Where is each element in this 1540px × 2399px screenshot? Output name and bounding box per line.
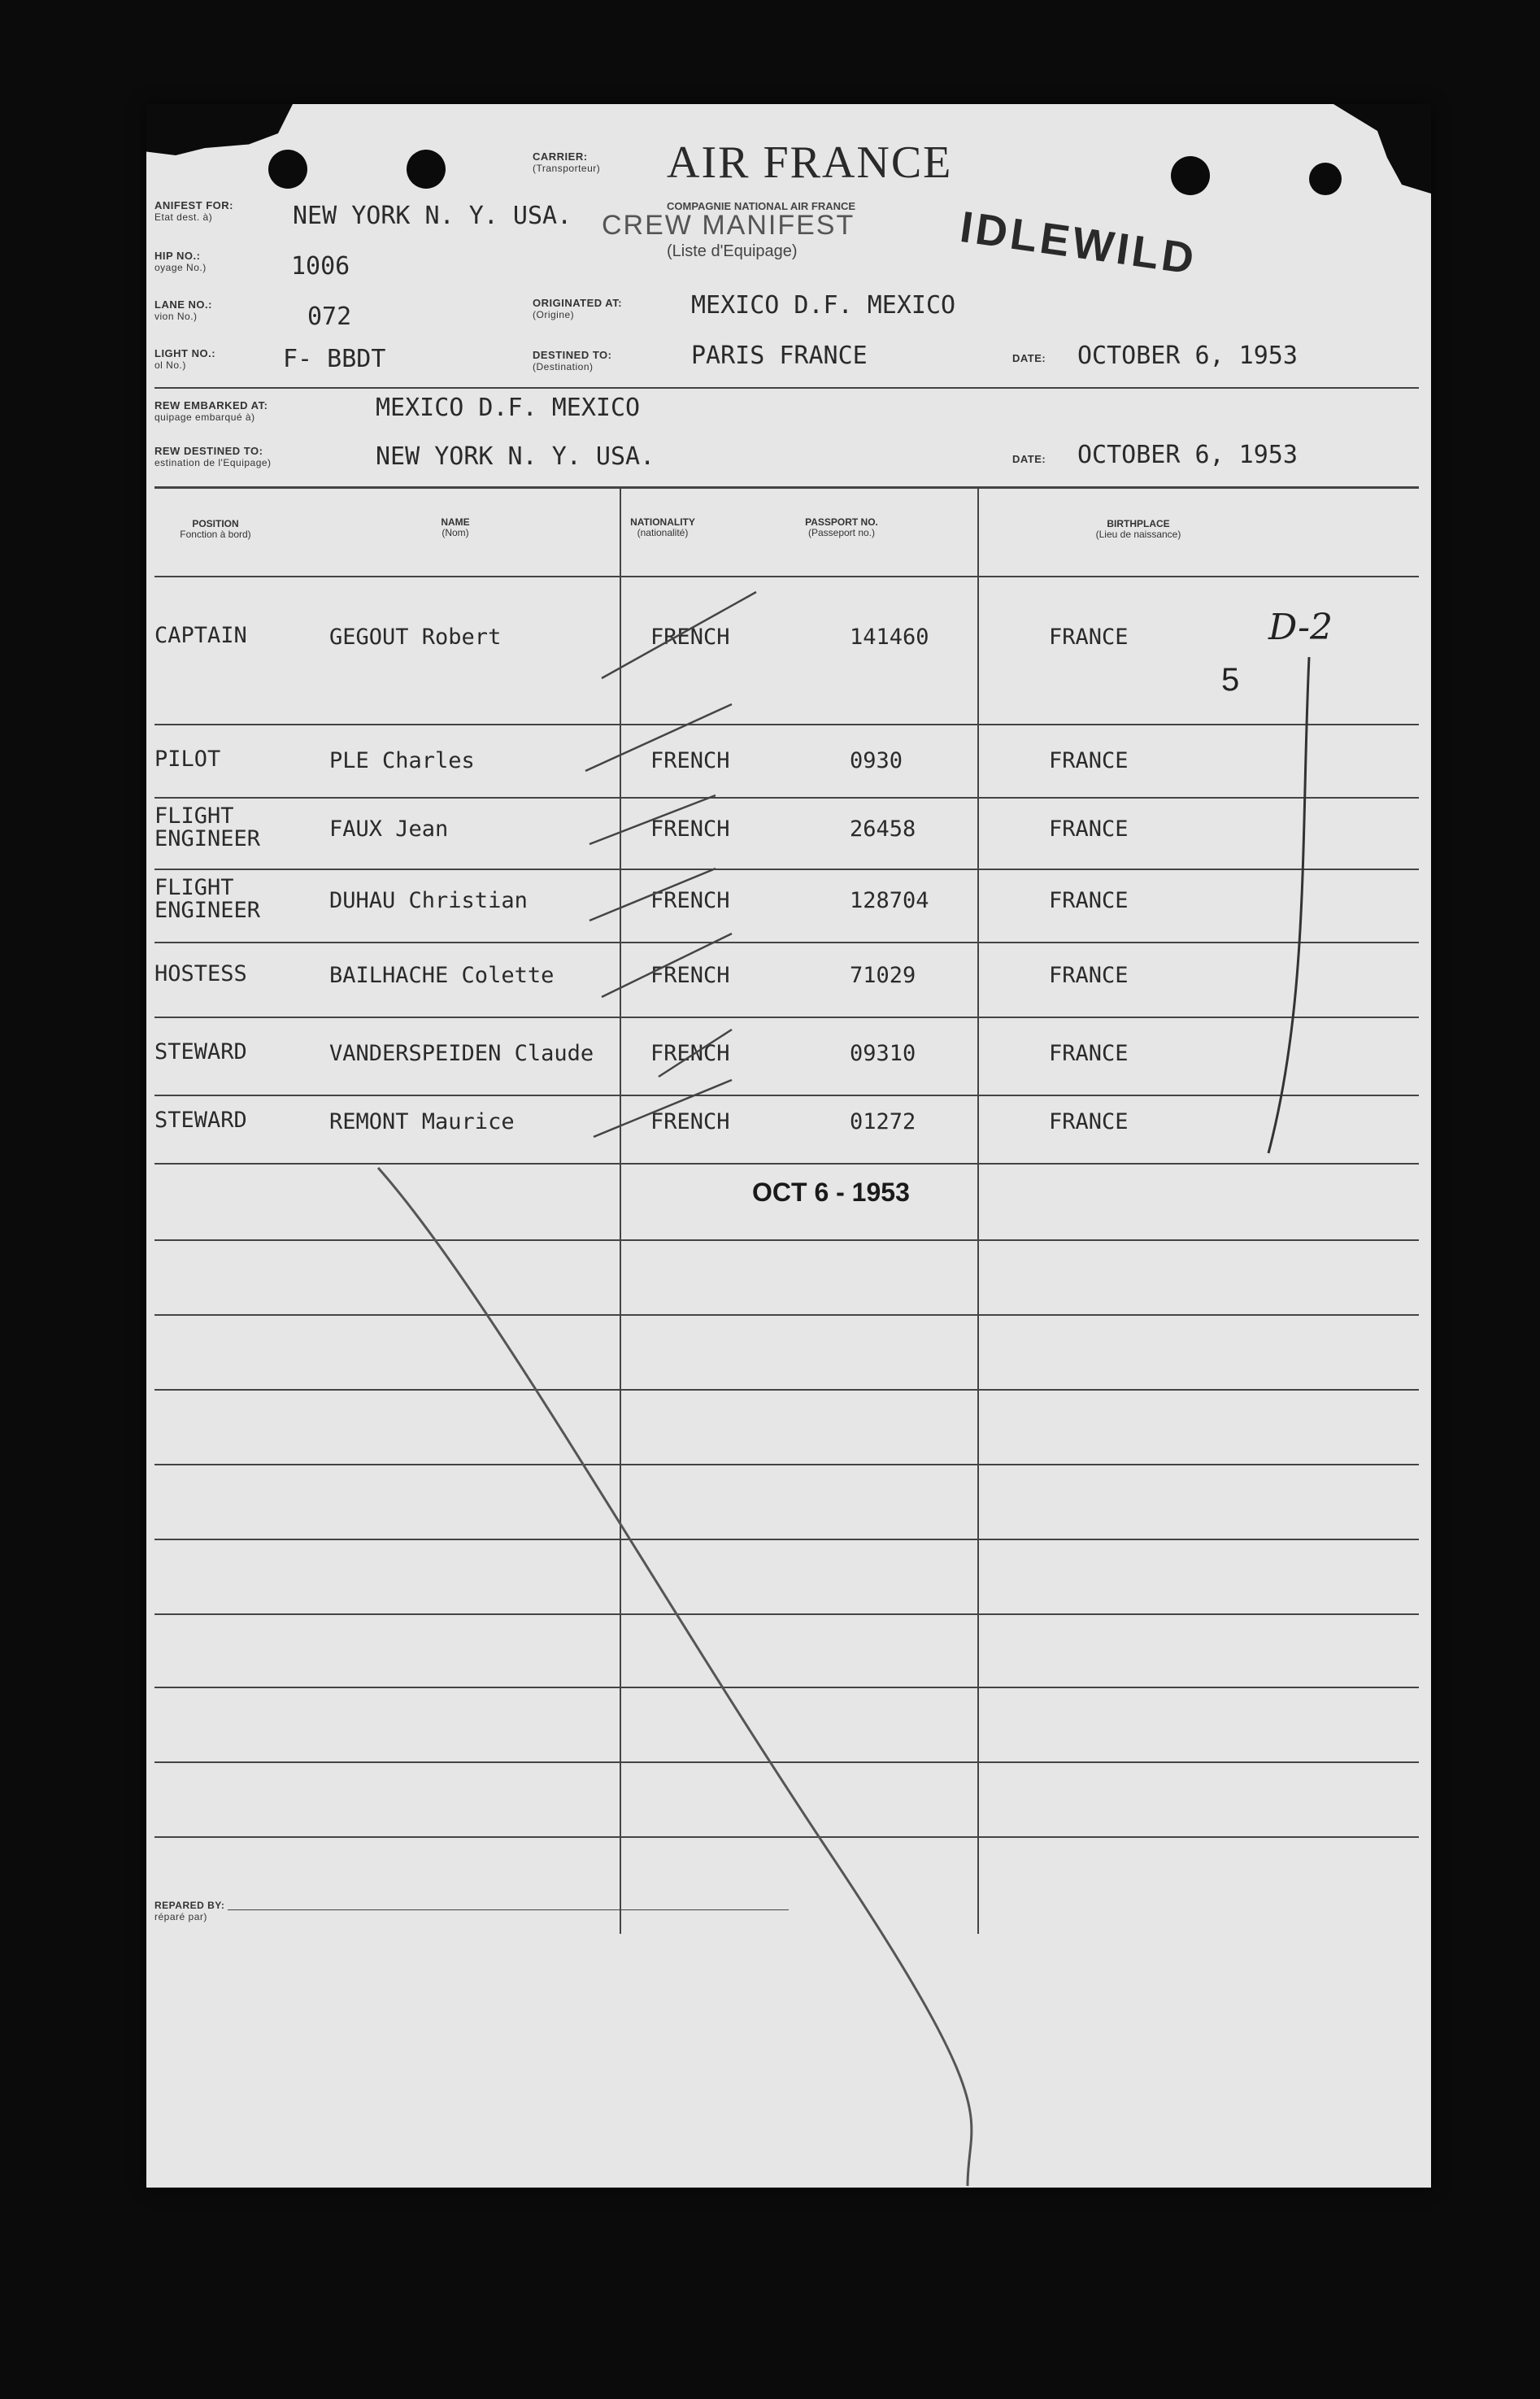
crew-name: FAUX Jean [329,816,449,842]
plane-no-value: 072 [307,303,352,331]
crew-birthplace: FRANCE [1049,1041,1129,1066]
crew-birthplace: FRANCE [1049,1109,1129,1134]
crew-position: PILOT [154,747,221,772]
prepared-by-label: REPARED BY: réparé par) [154,1900,225,1922]
crew-position: STEWARD [154,1039,247,1065]
crew-nationality: FRENCH [650,963,730,988]
crew-position: HOSTESS [154,961,247,986]
date-value: OCTOBER 6, 1953 [1077,342,1298,370]
crew-passport: 128704 [850,888,929,913]
col-header-nationality: NATIONALITY (nationalité) [630,516,695,538]
ship-no-label: HIP NO.: oyage No.) [154,250,207,273]
crew-name: GEGOUT Robert [329,625,502,650]
crew-destined-label: REW DESTINED TO: estination de l'Equipage) [154,445,272,468]
col-header-position: POSITION Fonction à bord) [180,518,251,540]
crew-nationality: FRENCH [650,1041,730,1066]
crew-nationality: FRENCH [650,748,730,773]
crew-embarked-label: REW EMBARKED AT: quipage embarqué à) [154,399,268,423]
carrier-name: AIR FRANCE [667,137,953,188]
crew-passport: 01272 [850,1109,916,1134]
crew-birthplace: FRANCE [1049,748,1129,773]
crew-manifest-document [146,104,1431,2188]
flight-no-label: LIGHT NO.: ol No.) [154,347,216,371]
crew-embarked-value: MEXICO D.F. MEXICO [376,394,641,422]
crew-nationality: FRENCH [650,816,730,842]
manifest-for-label: ANIFEST FOR: Etat dest. à) [154,199,233,223]
flight-no-value: F- BBDT [283,345,386,373]
crew-birthplace: FRANCE [1049,816,1129,842]
crew-name: PLE Charles [329,748,475,773]
pencil-marks [146,104,1431,2188]
originated-label: ORIGINATED AT: (Origine) [533,297,623,320]
crew-passport: 0930 [850,748,903,773]
crew-nationality: FRENCH [650,1109,730,1134]
crew-birthplace: FRANCE [1049,888,1129,913]
crew-name: BAILHACHE Colette [329,963,555,988]
form-title-sub: (Liste d'Equipage) [667,242,798,260]
col-header-name: NAME (Nom) [441,516,470,538]
crew-passport: 141460 [850,625,929,650]
crew-name: VANDERSPEIDEN Claude [329,1041,594,1066]
destined-value: PARIS FRANCE [691,342,868,370]
originated-value: MEXICO D.F. MEXICO [691,291,956,320]
crew-name: DUHAU Christian [329,888,528,913]
destined-label: DESTINED TO: (Destination) [533,349,612,372]
ship-no-value: 1006 [291,252,350,281]
manifest-for-value: NEW YORK N. Y. USA. [293,202,572,230]
plane-no-label: LANE NO.: vion No.) [154,298,212,322]
crew-birthplace: FRANCE [1049,963,1129,988]
crew-passport: 71029 [850,963,916,988]
crew-position: FLIGHT ENGINEER [154,803,261,851]
crew-destined-value: NEW YORK N. Y. USA. [376,442,655,471]
crew-position: CAPTAIN [154,623,247,648]
handwritten-count: 5 [1221,662,1240,698]
date2-label: DATE: [1012,453,1046,465]
crew-nationality: FRENCH [650,625,730,650]
crew-position: FLIGHT ENGINEER [154,875,261,923]
col-header-passport: PASSPORT NO. (Passeport no.) [805,516,878,538]
date-label: DATE: [1012,352,1046,364]
crew-passport: 26458 [850,816,916,842]
crew-birthplace: FRANCE [1049,625,1129,650]
crew-nationality: FRENCH [650,888,730,913]
handwritten-code: D-2 [1268,607,1333,648]
carrier-company: COMPAGNIE NATIONAL AIR FRANCE [667,200,856,212]
crew-name: REMONT Maurice [329,1109,515,1134]
date2-value: OCTOBER 6, 1953 [1077,441,1298,469]
carrier-label: CARRIER: (Transporteur) [533,150,601,174]
idlewild-stamp: IDLEWILD [957,202,1200,285]
received-date-stamp: OCT 6 - 1953 [752,1178,910,1207]
col-header-birthplace: BIRTHPLACE (Lieu de naissance) [1095,518,1181,540]
form-title: CREW MANIFEST [602,210,855,241]
crew-position: STEWARD [154,1108,247,1133]
crew-passport: 09310 [850,1041,916,1066]
